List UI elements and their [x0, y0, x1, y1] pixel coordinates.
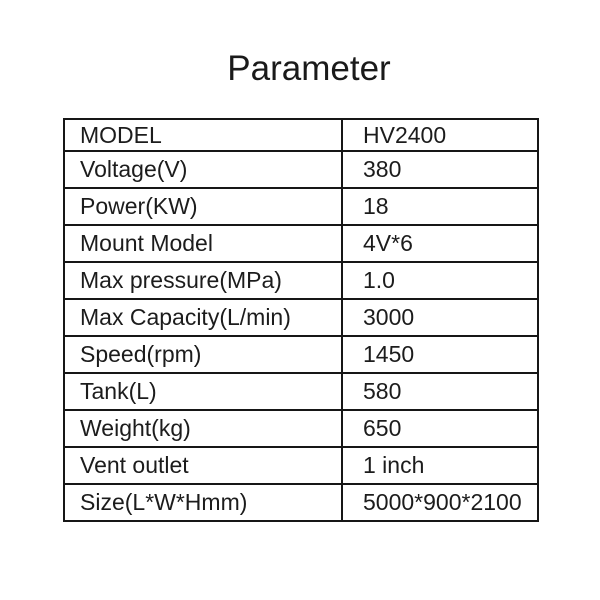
- table-row: [64, 299, 538, 336]
- param-value-cell: 3000: [342, 299, 538, 336]
- page-title: Parameter: [227, 49, 391, 88]
- table-row: [64, 262, 538, 299]
- param-value-cell: 380: [342, 151, 538, 188]
- param-value-cell: 18: [342, 188, 538, 225]
- param-label-cell: Weight(kg): [64, 410, 342, 447]
- param-value-cell: 1 inch: [342, 447, 538, 484]
- param-value-cell: 1450: [342, 336, 538, 373]
- param-value-cell: 650: [342, 410, 538, 447]
- parameter-table: [63, 118, 539, 522]
- table-row: [64, 119, 538, 151]
- param-label-cell: Speed(rpm): [64, 336, 342, 373]
- table-row: [64, 188, 538, 225]
- param-label-cell: Vent outlet: [64, 447, 342, 484]
- table-row: [64, 410, 538, 447]
- param-value-cell: 580: [342, 373, 538, 410]
- param-value-cell: 1.0: [342, 262, 538, 299]
- table-row: [64, 484, 538, 521]
- param-value-cell: 5000*900*2100: [342, 484, 538, 521]
- table-row: [64, 151, 538, 188]
- param-label-cell: Max pressure(MPa): [64, 262, 342, 299]
- table-row: [64, 447, 538, 484]
- param-value-cell: 4V*6: [342, 225, 538, 262]
- param-label-cell: Max Capacity(L/min): [64, 299, 342, 336]
- param-label-cell: Tank(L): [64, 373, 342, 410]
- parameter-table-body: [64, 119, 538, 521]
- table-row: [64, 336, 538, 373]
- table-row: [64, 225, 538, 262]
- param-label-cell: Voltage(V): [64, 151, 342, 188]
- param-label-cell: Power(KW): [64, 188, 342, 225]
- table-row: [64, 373, 538, 410]
- param-label-cell: MODEL: [64, 119, 342, 151]
- param-label-cell: Mount Model: [64, 225, 342, 262]
- param-value-cell: HV2400: [342, 119, 538, 151]
- param-label-cell: Size(L*W*Hmm): [64, 484, 342, 521]
